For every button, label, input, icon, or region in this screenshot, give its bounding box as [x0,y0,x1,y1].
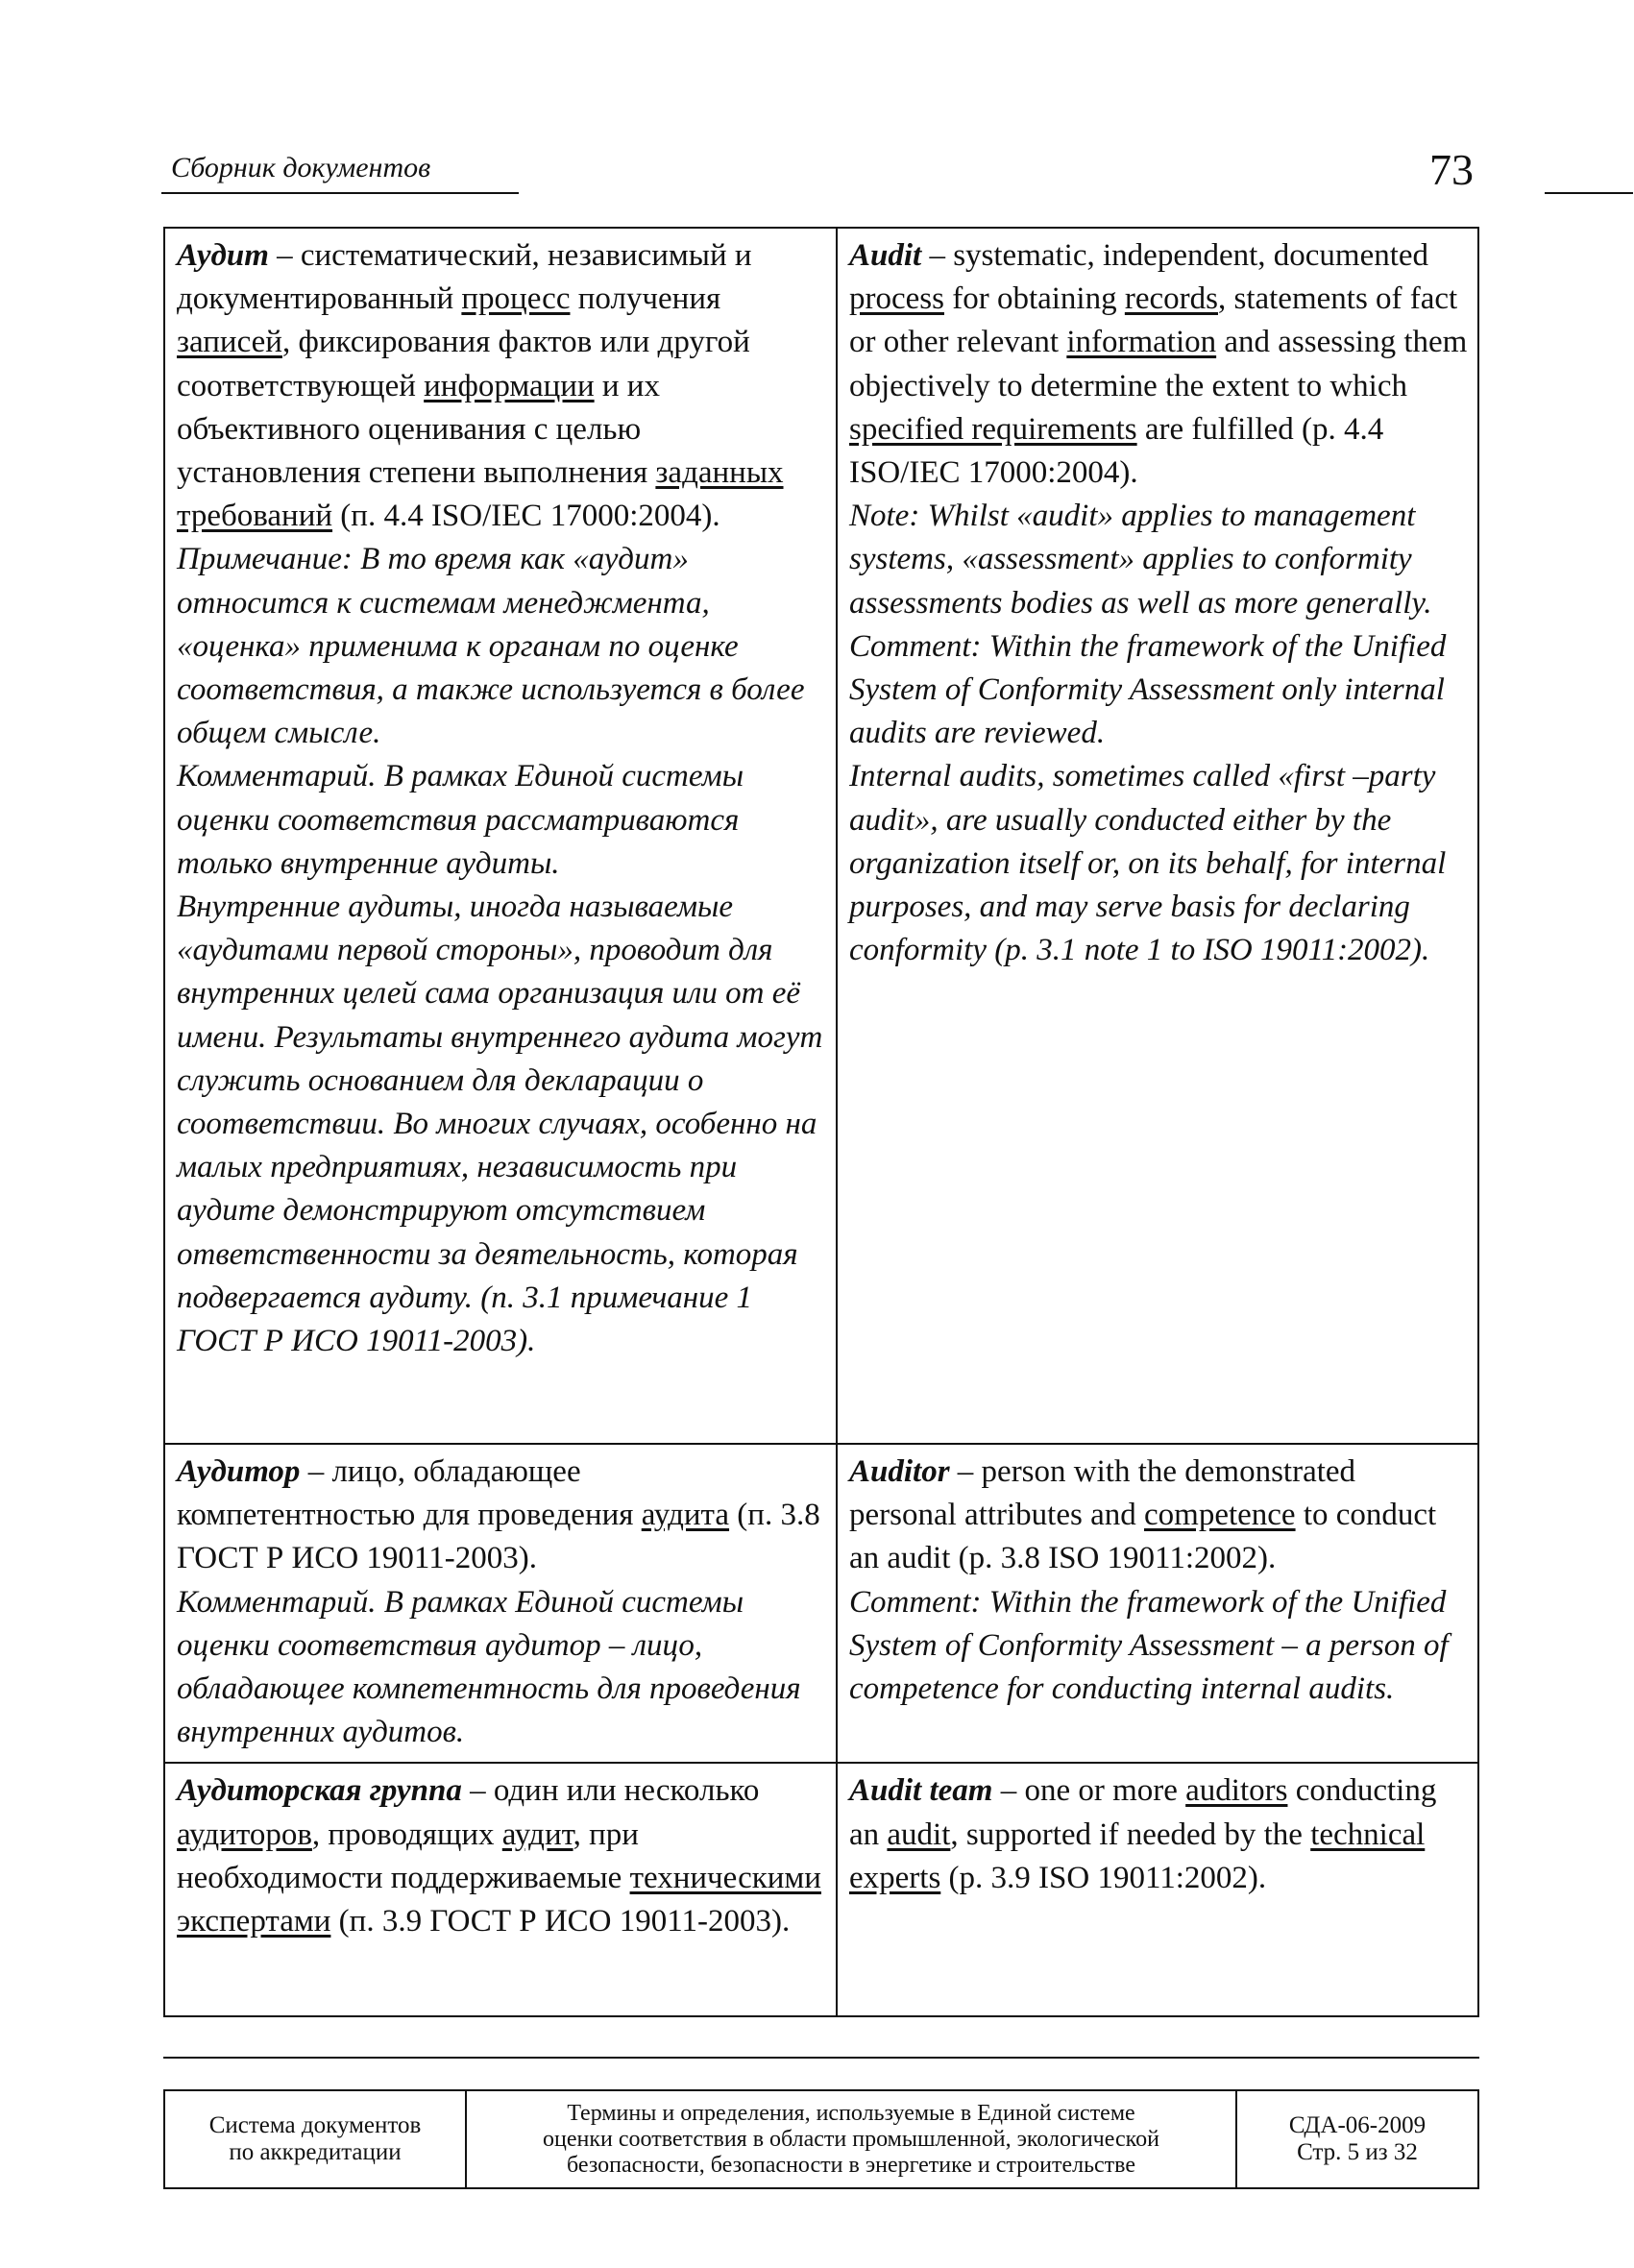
term-link[interactable]: записей [177,325,282,360]
document-code: СДА-06-2009 [1288,2112,1427,2138]
term-cell-ru [164,1444,837,1763]
definition-text: – systematic, independent, documented [921,238,1429,273]
definition-text: are fulfilled (p. 4.4 ISO/IEC 17000:2004). [849,411,1384,491]
footer-document-title [466,2090,1236,2188]
footer-document-code [1236,2090,1478,2188]
comment-text: Comment: Within the framework of the Unified System of Conformity Assessment only internal audits are reviewed. [849,628,1447,751]
footer-system-line: по аккредитации [229,2139,402,2165]
term-link[interactable]: records [1124,281,1218,317]
note-text: Note: Whilst «audit» applies to management systems, «assessment» applies to conformity assessments bodies as well as more generally. [849,499,1432,621]
term-link[interactable]: аудиторов [177,1817,312,1852]
header-rule-right [1545,192,1633,194]
page-header [161,142,1477,192]
term-link[interactable]: аудит [501,1817,573,1852]
footer-system-line: Система документов [208,2112,422,2138]
term-link[interactable]: аудита [641,1498,730,1533]
term-link[interactable]: информации [424,368,595,403]
term-link[interactable]: technical experts [849,1817,1426,1895]
term-link[interactable]: specified requirements [849,411,1137,447]
extra-text: Внутренние аудиты, иногда называемые «аудитами первой стороны», проводит для внутренних целей сама организация или от её имени. Результаты внутреннего аудита могут служить основанием для декларации о соответствии. Во многих случаях, особенно на малых предприятиях, независимость при аудите демонстрируют отсутствием ответственности за деятельность, которая подвергается аудиту. (п. 3.1 примечание 1 ГОСТ Р ИСО 19011-2003). [177,890,823,1359]
definition-text: – систематический, независимый и документированный [177,238,752,317]
definition-text: (п. 4.4 ISO/IEC 17000:2004). [332,499,720,534]
comment-text: Comment: Within the framework of the Unified System of Conformity Assessment – a person of competence for conducting internal audits. [849,1584,1449,1707]
extra-text: Internal audits, sometimes called «first –party audit», are usually conducted either by the organization itself or, on its behalf, for internal purposes, and may serve basis for declaring conformity (p. 3.1 note 1 to ISO 19011:2002). [849,759,1447,968]
term-cell-en [837,1444,1478,1763]
definition-text: и их объективного оценивания с целью установления степени выполнения [177,368,660,491]
term-cell-en [837,1763,1478,2016]
definition-text: , фиксирования фактов или другой соответствующей [177,325,750,403]
definition-text: , проводящих [311,1817,502,1852]
definition-text: and assessing them objectively to determine the extent to which [849,325,1468,403]
definition-text: (п. 3.8 ГОСТ Р ИСО 19011-2003). [177,1498,820,1576]
comment-text: Комментарий. В рамках Единой системы оценки соответствия аудитор – лицо, обладающее компетентность для проведения внутренних аудитов. [177,1584,801,1750]
term-title: Аудитор [177,1454,301,1489]
footer-rule [163,2057,1479,2059]
term-link[interactable]: process [849,281,944,317]
term-title: Audit [849,238,922,273]
term-link[interactable]: information [1066,325,1217,360]
page-footer [163,2089,1479,2189]
definition-text: получения [570,281,721,317]
footer-title-line: Термины и определения, используемые в Единой системе [567,2100,1135,2126]
definition-text: to conduct an audit (p. 3.8 ISO 19011:2002). [849,1498,1437,1576]
note-text: Примечание: В то время как «аудит» относится к системам менеджмента, «оценка» применима к органам по оценке соответствия, а также используется в более общем смысле. [177,542,805,751]
term-link[interactable]: competence [1144,1498,1296,1533]
definition-text: – лицо, обладающее компетентностью для проведения [177,1454,642,1533]
header-rule-left [161,192,519,194]
definition-text: , statements of fact or other relevant [849,281,1458,360]
definition-text: , supported if needed by the [950,1817,1311,1852]
footer-system [164,2090,466,2188]
term-link[interactable]: audit [887,1817,951,1852]
terms-table [163,227,1479,2017]
term-title: Аудиторская группа [177,1773,462,1809]
term-link[interactable]: техническими экспертами [177,1860,821,1939]
term-link[interactable]: процесс [461,281,571,317]
term-cell-ru [164,1763,837,2016]
table-row [164,1763,1478,2016]
definition-text: – один или несколько [461,1773,760,1809]
collection-title: Сборник документов [171,152,431,183]
page-counter: Стр. 5 из 32 [1297,2139,1418,2165]
definition-text: (п. 3.9 ГОСТ Р ИСО 19011-2003). [330,1904,791,1939]
definition-text: , при необходимости поддерживаемые [177,1817,639,1895]
definition-text: – one or more [992,1773,1186,1809]
term-cell-ru [164,228,837,1444]
table-row [164,1444,1478,1763]
term-link[interactable]: auditors [1185,1773,1288,1809]
term-cell-en [837,228,1478,1444]
table-row [164,228,1478,1444]
definition-text: for obtaining [943,281,1125,317]
definition-text: (p. 3.9 ISO 19011:2002). [940,1860,1267,1895]
term-title: Audit team [849,1773,993,1809]
definition-text: – person with the demonstrated personal attributes and [849,1454,1356,1533]
term-title: Auditor [849,1454,950,1489]
definition-text: conducting an [849,1773,1437,1852]
footer-title-line: безопасности, безопасности в энергетике и строительстве [566,2152,1136,2178]
comment-text: Комментарий. В рамках Единой системы оценки соответствия рассматриваются только внутренние аудиты. [177,759,744,881]
page-number: 73 [1429,145,1474,194]
term-link[interactable]: заданных требований [177,455,784,534]
term-title: Аудит [177,238,269,273]
footer-title-line: оценки соответствия в области промышленной, экологической [543,2126,1159,2152]
